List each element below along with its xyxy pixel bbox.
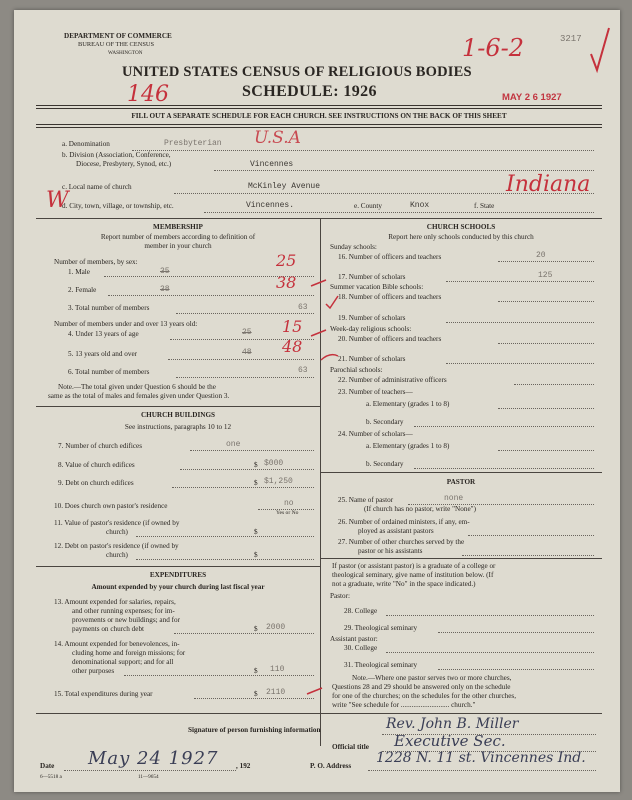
tick-mark-icon	[324, 294, 340, 310]
q26-line	[468, 535, 594, 536]
q24a-label: a. Elementary (grades 1 to 8)	[366, 442, 450, 450]
q23b-label: b. Secondary	[366, 418, 404, 426]
sunday-label: Sunday schools:	[330, 243, 377, 251]
membership-note-2: same as the total of males and females given under Question 3.	[48, 392, 230, 400]
q20-line	[498, 343, 594, 344]
q22-label: 22. Number of administrative officers	[338, 376, 447, 384]
q9-dollar: $	[254, 479, 258, 487]
date-value: May 24 1927	[88, 748, 219, 769]
hand-code: 1-6-2	[462, 34, 525, 62]
q25-label: 25. Name of pastor	[338, 496, 394, 504]
buildings-sub: See instructions, paragraphs 10 to 12	[124, 423, 232, 431]
red-stroke-icon	[306, 686, 324, 696]
local-name-label: c. Local name of church	[62, 183, 132, 191]
department-label: DEPARTMENT OF COMMERCE	[64, 32, 172, 40]
red-stroke-icon	[310, 278, 328, 288]
city-label: d. City, town, village, or township, etc.	[62, 202, 174, 210]
state-label: f. State	[474, 202, 495, 210]
division-label-1: b. Division (Association, Conference,	[62, 151, 171, 159]
q2-old-value: 38	[160, 285, 170, 294]
q13-dollar: $	[254, 625, 258, 633]
q7-line	[190, 450, 314, 451]
q19-label: 19. Number of scholars	[338, 314, 406, 322]
q24a-line	[498, 450, 594, 451]
q13-dotline	[174, 633, 314, 634]
q7-value: one	[226, 440, 241, 449]
weekday-label: Week-day religious schools:	[330, 325, 412, 333]
buildings-rule	[36, 406, 320, 407]
pastor-note-4: write "See schedule for ........................... church."	[332, 701, 476, 709]
q5-line	[168, 359, 314, 360]
q27-label-2: pastor or his assistants	[358, 547, 423, 555]
denomination-line	[132, 150, 594, 151]
q12-label-1: 12. Debt on pastor's residence (if owned by	[54, 542, 179, 550]
q11-dollar: $	[254, 528, 258, 536]
q26-label-2: ployed as assistant pastors	[358, 527, 434, 535]
grad-line-1: If pastor (or assistant pastor) is a graduate of a college or	[332, 562, 496, 570]
q14-value: 110	[270, 665, 285, 674]
date-line	[64, 770, 236, 771]
q13-line-3: provements or new buildings; and for	[72, 616, 180, 624]
expenditures-heading: EXPENDITURES	[149, 571, 207, 579]
membership-note-1: Note.—The total given under Question 6 should be the	[58, 383, 216, 391]
q31-label: 31. Theological seminary	[344, 661, 418, 669]
q23a-line	[498, 408, 594, 409]
q1-value: 25	[276, 251, 297, 270]
q16-value: 20	[536, 251, 546, 260]
q9-line	[172, 487, 314, 488]
signature-value: Rev. John B. Miller	[386, 716, 519, 732]
q14-dotline	[124, 675, 314, 676]
denomination-hand: U.S.A	[254, 128, 301, 148]
q27-line	[462, 555, 594, 556]
city-label: WASHINGTON	[108, 50, 143, 56]
form-number: 3217	[560, 34, 582, 44]
q29-label: 29. Theological seminary	[344, 624, 418, 632]
section-rule	[36, 218, 602, 219]
vacation-label: Summer vacation Bible schools:	[330, 283, 424, 291]
q2-value: 38	[276, 273, 297, 292]
city-line	[204, 212, 594, 213]
grad-line-2: theological seminary, give name of institution below. (If	[332, 571, 494, 579]
pastor-note-3: for one of the churches; on the schedules for the other churches,	[332, 692, 517, 700]
date-label: Date	[40, 762, 55, 770]
q2-label: 2. Female	[68, 286, 97, 294]
address-value: 1228 N. 11 st. Vincennes Ind.	[376, 750, 586, 766]
age-label: Number of members under and over 13 years old:	[54, 320, 198, 328]
q28-line	[386, 615, 594, 616]
city-value: Vincennes.	[246, 201, 295, 210]
q15-dotline	[194, 698, 314, 699]
form-code-1: 6—5518 a	[40, 774, 62, 780]
q11-label-1: 11. Value of pastor's residence (if owned by	[54, 519, 180, 527]
q22-line	[514, 384, 594, 385]
q9-label: 9. Debt on church edifices	[58, 479, 134, 487]
q8-label: 8. Value of church edifices	[58, 461, 135, 469]
q6-value: 63	[298, 366, 308, 375]
w-mark: W	[46, 188, 69, 213]
check-mark-icon	[589, 24, 611, 74]
form-code-2: 11—9654	[138, 774, 159, 780]
q15-value: 2110	[266, 688, 286, 697]
received-date-stamp: MAY 2 6 1927	[502, 92, 562, 103]
q12-label-2: church)	[106, 551, 128, 559]
footer-rule	[36, 713, 602, 714]
schedule-title: SCHEDULE: 1926	[242, 83, 377, 100]
pastor-note-2: Questions 28 and 29 should be answered only on the schedule	[332, 683, 511, 691]
q4-old-value: 25	[242, 328, 252, 337]
q18-line	[498, 301, 594, 302]
address-line	[368, 770, 596, 771]
q14-line-1: 14. Amount expended for benevolences, in-	[54, 640, 180, 648]
form-title: UNITED STATES CENSUS OF RELIGIOUS BODIES	[122, 64, 472, 80]
by-sex-label: Number of members, by sex:	[54, 258, 138, 266]
q11-label-2: church)	[106, 528, 128, 536]
q4-label: 4. Under 13 years of age	[68, 330, 139, 338]
date-year-suffix: , 192	[236, 762, 251, 770]
division-label-2: Diocese, Presbytery, Synod, etc.)	[76, 160, 172, 168]
q3-label: 3. Total number of members	[68, 304, 150, 312]
header-rule-bottom	[36, 124, 602, 128]
arrow-mark-icon	[320, 350, 340, 364]
yes-no-hint: Yes or No	[276, 510, 299, 516]
q1-old-value: 35	[160, 267, 170, 276]
q6-line	[176, 377, 314, 378]
q9-value: $1,250	[264, 477, 293, 486]
asst-pastor-label: Assistant pastor:	[330, 635, 378, 643]
official-title-value: Executive Sec.	[394, 732, 506, 750]
q10-label: 10. Does church own pastor's residence	[54, 502, 168, 510]
q16-label: 16. Number of officers and teachers	[338, 253, 442, 261]
q27-label-1: 27. Number of other churches served by the	[338, 538, 465, 546]
signature-label: Signature of person furnishing information	[188, 726, 321, 734]
q8-line	[180, 469, 314, 470]
q28-label: 28. College	[344, 607, 378, 615]
q11-line	[136, 536, 314, 537]
county-value: Knox	[410, 201, 430, 210]
q30-label: 30. College	[344, 644, 378, 652]
division-value: Vincennes	[250, 160, 294, 169]
schools-heading: CHURCH SCHOOLS	[426, 223, 496, 231]
q17-line	[446, 281, 594, 282]
pastor-heading: PASTOR	[446, 478, 476, 486]
county-label: e. County	[354, 202, 382, 210]
q21-label: 21. Number of scholars	[338, 355, 406, 363]
q2-line	[108, 295, 314, 296]
membership-intro-2: member in your church	[144, 242, 212, 250]
q18-label: 18. Number of officers and teachers	[338, 293, 442, 301]
q20-label: 20. Number of officers and teachers	[338, 335, 442, 343]
local-name-value: McKinley Avenue	[248, 182, 321, 191]
q8-value: $000	[264, 459, 284, 468]
q15-label: 15. Total expenditures during year	[54, 690, 153, 698]
q16-line	[498, 261, 594, 262]
q14-line-3: denominational support; and for all	[72, 658, 174, 666]
q10-value: no	[284, 499, 294, 508]
pastor-rule-2	[320, 558, 602, 559]
q25-note: (If church has no pastor, write "None")	[364, 505, 476, 513]
address-label: P. O. Address	[310, 762, 352, 770]
q14-dollar: $	[254, 667, 258, 675]
division-line	[214, 170, 594, 171]
q23-label: 23. Number of teachers—	[338, 388, 413, 396]
q15-dollar: $	[254, 690, 258, 698]
red-stroke-icon	[310, 328, 328, 338]
q24-label: 24. Number of scholars—	[338, 430, 413, 438]
q13-value: 2000	[266, 623, 286, 632]
q8-dollar: $	[254, 461, 258, 469]
pastor-sub-label: Pastor:	[330, 592, 350, 600]
q14-line-2: cluding home and foreign missions; for	[72, 649, 186, 657]
denomination-typed: Presbyterian	[164, 139, 222, 148]
q6-label: 6. Total number of members	[68, 368, 150, 376]
q17-label: 17. Number of scholars	[338, 273, 406, 281]
q19-line	[446, 322, 594, 323]
q31-line	[438, 669, 594, 670]
q13-line-4: payments on church debt	[72, 625, 145, 633]
bureau-label: BUREAU OF THE CENSUS	[78, 41, 155, 48]
hand-number: 146	[127, 82, 169, 107]
q3-line	[176, 313, 314, 314]
q29-line	[438, 632, 594, 633]
membership-heading: MEMBERSHIP	[153, 223, 203, 231]
instruction-banner: FILL OUT A SEPARATE SCHEDULE FOR EACH CHURCH. SEE INSTRUCTIONS ON THE BACK OF THIS SHEET	[131, 112, 507, 120]
q5-value: 48	[282, 337, 303, 356]
q7-label: 7. Number of church edifices	[58, 442, 143, 450]
header-rule-top	[36, 105, 602, 109]
official-title-label: Official title	[332, 743, 369, 751]
q30-line	[386, 652, 594, 653]
q23b-line	[414, 426, 594, 427]
q24b-label: b. Secondary	[366, 460, 404, 468]
q4-value: 15	[282, 317, 303, 336]
q13-line-2: and other running expenses; for im-	[72, 607, 175, 615]
q25-value: none	[444, 494, 464, 503]
q26-label-1: 26. Number of ordained ministers, if any, em-	[338, 518, 470, 526]
census-schedule-page	[14, 10, 620, 792]
parochial-label: Parochial schools:	[330, 366, 383, 374]
q5-label: 5. 13 years old and over	[68, 350, 138, 358]
state-value: Indiana	[506, 172, 591, 197]
q21-line	[446, 363, 594, 364]
pastor-note-1: Note.—Where one pastor serves two or more churches,	[352, 674, 512, 682]
pastor-rule	[320, 472, 602, 473]
q5-old-value: 48	[242, 348, 252, 357]
membership-intro-1: Report number of members according to definition of	[100, 233, 256, 241]
q12-line	[136, 559, 314, 560]
grad-line-3: not a graduate, write "No" in the space indicated.)	[332, 580, 476, 588]
denomination-label: a. Denomination	[62, 140, 110, 148]
q14-line-4: other purposes	[72, 667, 115, 675]
q12-dollar: $	[254, 551, 258, 559]
q17-value: 125	[538, 271, 553, 280]
buildings-heading: CHURCH BUILDINGS	[140, 411, 216, 419]
schools-sub: Report here only schools conducted by this church	[388, 233, 534, 241]
q23a-label: a. Elementary (grades 1 to 8)	[366, 400, 450, 408]
q1-label: 1. Male	[68, 268, 90, 276]
expenditures-rule	[36, 566, 320, 567]
q3-value: 63	[298, 303, 308, 312]
q24b-line	[414, 468, 594, 469]
expenditures-sub: Amount expended by your church during last fiscal year	[91, 583, 265, 591]
q13-line-1: 13. Amount expended for salaries, repairs,	[54, 598, 176, 606]
